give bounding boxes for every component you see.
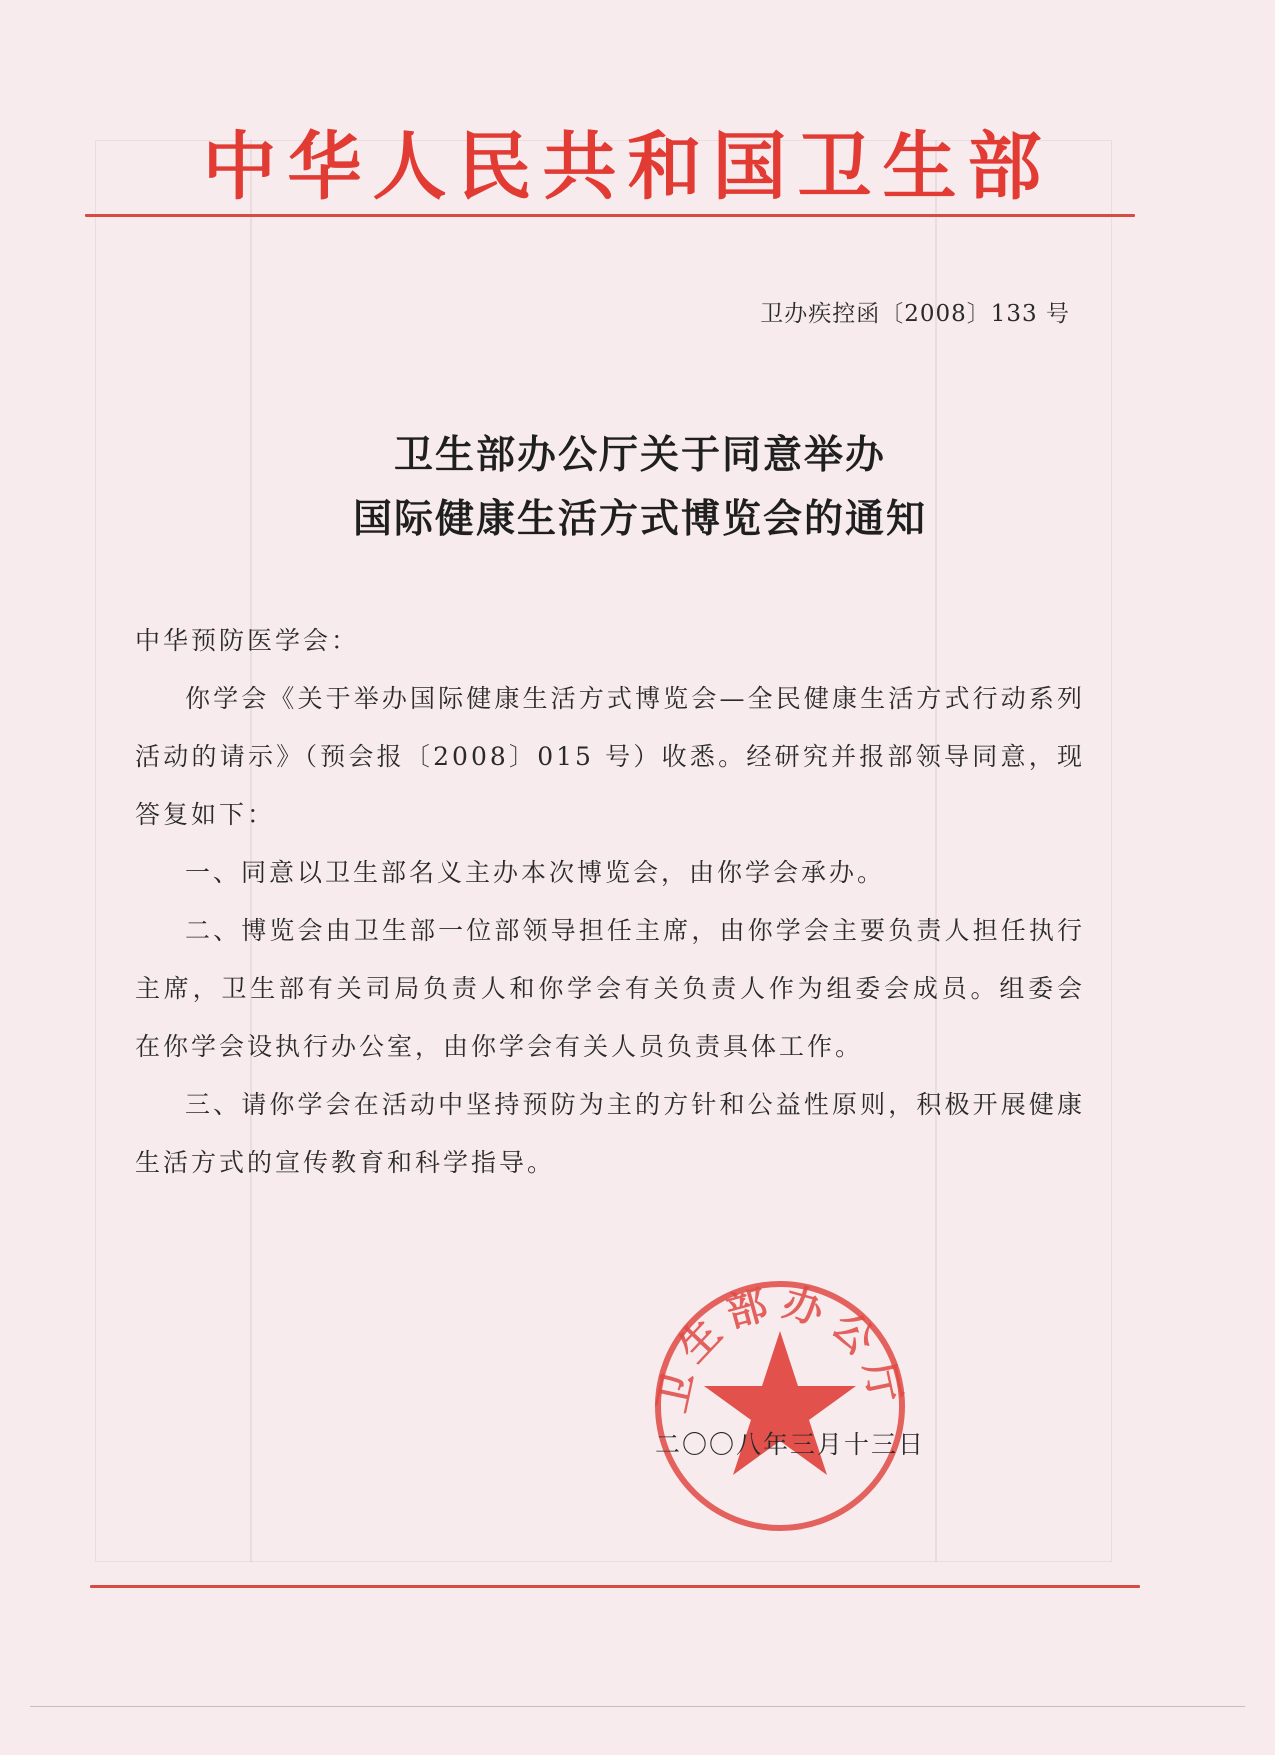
bottom-red-rule	[90, 1585, 1140, 1588]
body-paragraph: 三、请你学会在活动中坚持预防为主的方针和公益性原则，积极开展健康生活方式的宣传教育和科学指导。	[135, 1090, 1085, 1177]
notice-title-line-2: 国际健康生活方式博览会的通知	[352, 496, 927, 542]
issue-date: 二〇〇八年三月十三日	[654, 1430, 925, 1459]
scan-edge-line	[30, 1706, 1245, 1707]
body-paragraph: 你学会《关于举办国际健康生活方式博览会—全民健康生活方式行动系列活动的请示》（预会报〔2008〕015 号）收悉。经研究并报部领导同意，现答复如下：	[135, 684, 1085, 829]
official-seal	[650, 1276, 910, 1536]
notice-body	[135, 612, 1085, 1192]
svg-text:卫生部办公厅: 卫生部办公厅	[650, 1279, 910, 1417]
body-paragraph: 一、同意以卫生部名义主办本次博览会，由你学会承办。	[185, 858, 886, 887]
issuer-masthead: 中华人民共和国卫生部	[202, 124, 1053, 210]
notice-title-line-1: 卫生部办公厅关于同意举办	[393, 432, 886, 478]
body-paragraph: 二、博览会由卫生部一位部领导担任主席，由你学会主要负责人担任执行主席，卫生部有关司局负责人和你学会有关负责人作为组委会成员。组委会在你学会设执行办公室，由你学会有关人员负责具体工作。	[135, 916, 1085, 1061]
top-red-rule	[85, 214, 1135, 217]
salutation: 中华预防医学会：	[135, 626, 360, 655]
document-number: 卫办疾控函〔2008〕133 号	[760, 301, 1070, 327]
